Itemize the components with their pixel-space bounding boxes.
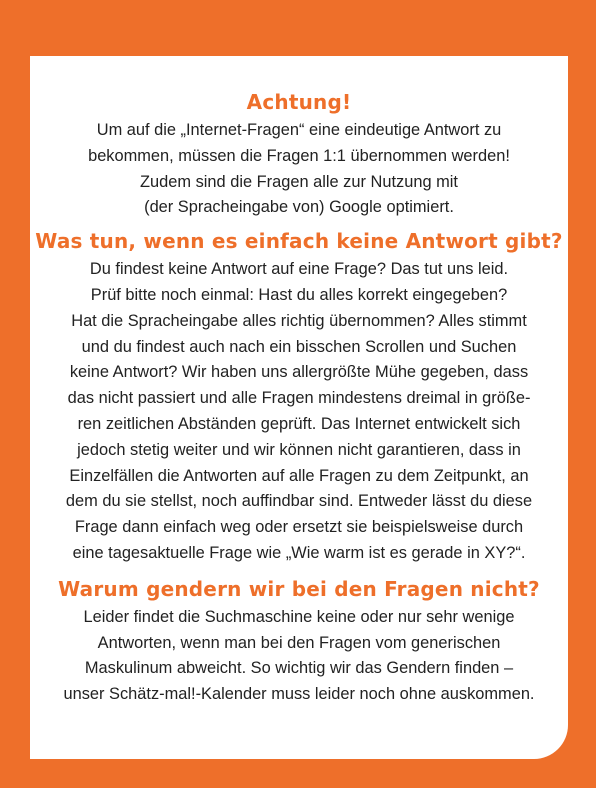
text-line: (der Spracheingabe von) Google optimiert. — [144, 198, 454, 217]
text-line: jedoch stetig weiter und wir können nicht garantieren, dass in — [77, 440, 521, 459]
heading-gendern: Warum gendern wir bei den Fragen nicht? — [58, 576, 540, 601]
paragraph-keine-antwort — [30, 257, 568, 567]
content-card — [30, 56, 568, 759]
text-line: keine Antwort? Wir haben uns allergrößte Mühe gegeben, dass — [69, 363, 529, 382]
paragraph-achtung — [30, 118, 568, 221]
text-line: das nicht passiert und alle Fragen mindestens dreimal in größe- — [67, 389, 531, 408]
text-line: eine tagesaktuelle Frage wie „Wie warm ist es gerade in XY?“. — [72, 543, 526, 562]
text-line: Leider findet die Suchmaschine keine oder nur sehr wenige — [83, 607, 515, 626]
text-line: Zudem sind die Fragen alle zur Nutzung mit — [140, 172, 458, 191]
text-line: Prüf bitte noch einmal: Hast du alles korrekt eingegeben? — [90, 285, 508, 304]
text-line: Hat die Spracheingabe alles richtig übernommen? Alles stimmt — [71, 311, 527, 330]
text-line: Maskulinum abweicht. So wichtig wir das Gendern finden – — [84, 659, 514, 678]
text-line: ren zeitlichen Abständen geprüft. Das Internet entwickelt sich — [77, 414, 521, 433]
text-line: dem du sie stellst, noch auffindbar sind. Entweder lässt du diese — [65, 492, 533, 511]
text-line: Du findest keine Antwort auf eine Frage? Das tut uns leid. — [89, 260, 509, 279]
text-line: Antworten, wenn man bei den Fragen vom generischen — [97, 633, 501, 652]
heading-keine-antwort: Was tun, wenn es einfach keine Antwort gibt? — [35, 229, 563, 254]
text-line: Frage dann einfach weg oder ersetzt sie beispielsweise durch — [74, 518, 524, 537]
heading-achtung: Achtung! — [246, 90, 352, 114]
text-line: unser Schätz-mal!-Kalender muss leider noch ohne auskommen. — [63, 685, 535, 704]
text-line: Um auf die „Internet-Fragen“ eine eindeutige Antwort zu — [96, 121, 502, 139]
text-line: Einzelfällen die Antworten auf alle Fragen zu dem Zeitpunkt, an — [69, 466, 529, 485]
paragraph-gendern — [30, 605, 568, 708]
text-line: und du findest auch nach ein bisschen Scrollen und Suchen — [81, 337, 517, 356]
text-line: bekommen, müssen die Fragen 1:1 übernommen werden! — [88, 146, 510, 165]
